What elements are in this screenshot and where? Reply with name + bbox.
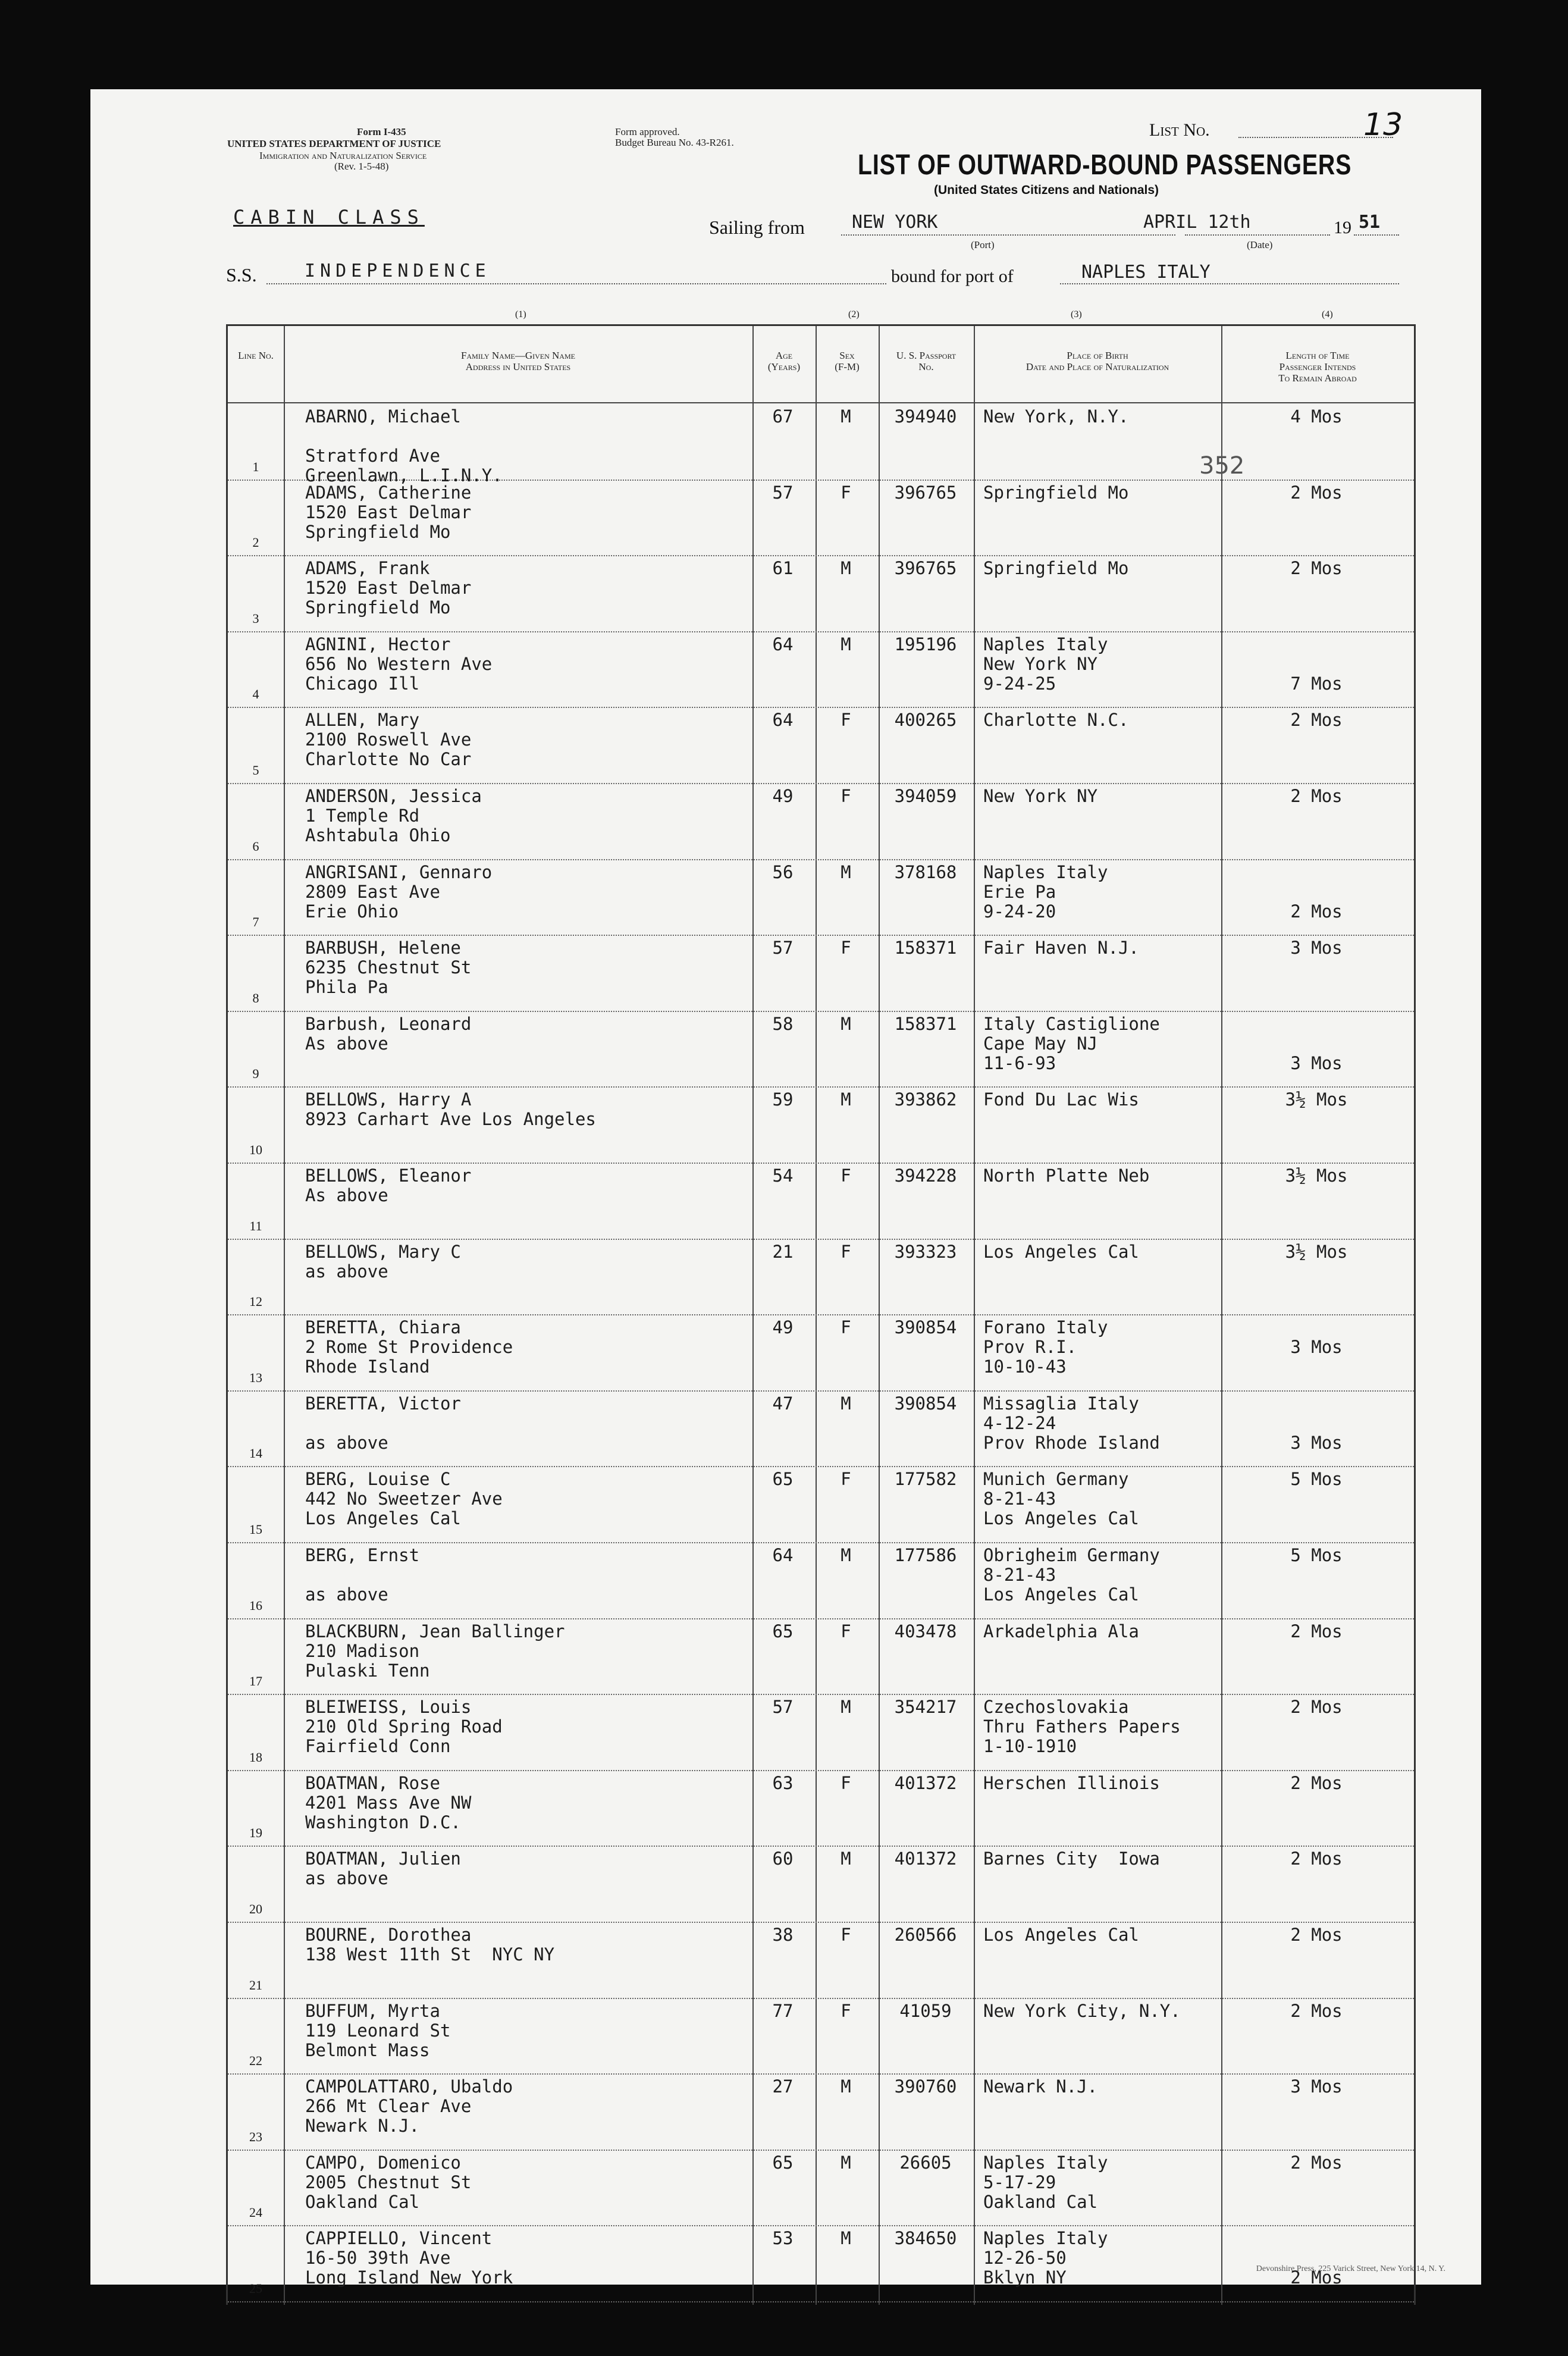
cell-name: BERG, Ernst as above [305,1545,420,1605]
cell-age: 57 [772,938,794,958]
cell-birth: Springfield Mo [983,482,1129,503]
table-row [228,1086,1414,1164]
line-number: 2 [252,535,259,550]
destination-port: NAPLES ITALY [1081,262,1211,283]
cell-length: 3 Mos [1290,1337,1343,1358]
cell-birth: Munich Germany 8-21-43 Los Angeles Cal [983,1469,1139,1529]
line-number: 21 [249,1977,262,1992]
cell-age: 57 [772,482,794,503]
cell-birth: Newark N.J. [983,2076,1098,2097]
line-number: 20 [249,1901,262,1916]
cell-passport: 177582 [894,1469,957,1490]
cell-name: ALLEN, Mary 2100 Roswell Ave Charlotte No Car [305,710,472,770]
approval-line: Form approved. [615,126,680,137]
ship-name: INDEPENDENCE [305,261,491,281]
cell-birth: Naples Italy 5-17-29 Oakland Cal [983,2152,1108,2212]
cell-age: 63 [772,1772,794,1793]
cell-age: 58 [772,1013,794,1034]
cell-passport: 403478 [894,1621,957,1641]
cell-length: 2 Mos [1290,1772,1343,1793]
cell-name: BOURNE, Dorothea 138 West 11th St NYC NY [305,1925,555,1965]
col-header-length: Length of Time Passenger Intends To Remain Abroad [1278,350,1357,384]
cell-length: 4 Mos [1290,406,1343,427]
line-number: 19 [249,1825,262,1841]
cell-length: 2 Mos [1290,2267,1343,2288]
cell-length: 3 Mos [1290,1052,1343,1073]
cell-birth: Naples Italy 12-26-50 Bklyn NY [983,2228,1108,2288]
cell-length: 3½ Mos [1285,1241,1348,1262]
cell-length: 2 Mos [1290,1925,1343,1945]
cell-name: BELLOWS, Harry A 8923 Carhart Ave Los Angeles [305,1089,596,1130]
table-row [228,707,1414,784]
passenger-list-page [90,89,1481,2296]
col-header-name: Family Name—Given Name Address in United States [461,350,575,372]
date-caption: (Date) [1247,239,1273,250]
margin-annotation: 352 [1199,452,1245,480]
cell-age: 57 [772,1697,794,1718]
cell-birth: Herschen Illinois [983,1772,1160,1793]
cell-name: BLEIWEISS, Louis 210 Old Spring Road Fairfield Conn [305,1697,503,1757]
cell-sex: M [841,1849,851,1869]
line-number: 11 [249,1218,262,1233]
line-number: 3 [252,610,259,626]
line-number: 8 [252,990,259,1005]
line-number: 22 [249,2053,262,2069]
cell-birth: Naples Italy Erie Pa 9-24-20 [983,861,1108,922]
cell-birth: Italy Castiglione Cape May NJ 11-6-93 [983,1013,1160,1073]
agency-service: Immigration and Naturalization Service [259,150,427,161]
agency-name: UNITED STATES DEPARTMENT OF JUSTICE [227,138,441,149]
ss-label: S.S. [226,264,257,286]
cell-birth: Czechoslovakia Thru Fathers Papers 1-10-1910 [983,1697,1181,1757]
cell-name: ABARNO, Michael Stratford Ave Greenlawn, L.I.N.Y. [305,406,503,485]
cell-birth: Charlotte N.C. [983,710,1129,731]
table-row [228,1542,1414,1619]
budget-bureau: Budget Bureau No. 43-R261. [615,137,734,148]
cell-birth: New York City, N.Y. [983,2000,1181,2021]
cell-sex: F [841,1621,851,1641]
cell-passport: 390854 [894,1317,957,1338]
line-number: 4 [252,687,259,702]
table-row [228,2225,1414,2302]
cell-sex: F [841,1317,851,1338]
cell-sex: F [841,1241,851,1262]
line-number: 7 [252,914,259,930]
line-number: 9 [252,1066,259,1082]
cell-sex: M [841,2228,851,2249]
cell-birth: Missaglia Italy 4-12-24 Prov Rhode Island [983,1393,1160,1453]
cell-birth: Los Angeles Cal [983,1241,1139,1262]
cell-birth: Springfield Mo [983,558,1129,579]
table-row [228,1163,1414,1240]
line-number: 13 [249,1370,262,1385]
cell-sex: F [841,786,851,806]
bound-for-label: bound for port of [888,267,1017,287]
cell-passport: 394228 [894,1166,957,1186]
cell-name: CAMPOLATTARO, Ubaldo 266 Mt Clear Ave Newark N.J. [305,2076,513,2136]
table-row [228,1922,1414,1999]
port-caption: (Port) [971,239,995,250]
year-prefix: 19 [1334,218,1351,237]
page-subtitle: (United States Citizens and Nationals) [934,183,1159,197]
cell-name: BARBUSH, Helene 6235 Chestnut St Phila Pa [305,938,472,998]
line-number: 24 [249,2205,262,2220]
table-row [228,480,1414,557]
cell-length: 2 Mos [1290,786,1343,806]
list-no-label: List No. [1149,120,1210,140]
table-row [228,1770,1414,1847]
cell-birth: Fair Haven N.J. [983,938,1139,958]
cell-length: 3 Mos [1290,938,1343,958]
table-row [228,1998,1414,2075]
cell-passport: 260566 [894,1925,957,1945]
cell-age: 77 [772,2000,794,2021]
cell-passport: 390854 [894,1393,957,1414]
cell-birth: North Platte Neb [983,1166,1150,1186]
destination-line [1060,283,1399,284]
cell-age: 47 [772,1393,794,1414]
cell-sex: M [841,1393,851,1414]
column-number-3: (3) [1071,309,1082,319]
cell-name: BERG, Louise C 442 No Sweetzer Ave Los Angeles Cal [305,1469,503,1529]
cell-length: 5 Mos [1290,1469,1343,1490]
line-number: 25 [249,2280,262,2296]
cell-age: 64 [772,634,794,654]
cell-passport: 401372 [894,1772,957,1793]
cell-sex: F [841,938,851,958]
cell-name: BOATMAN, Julien as above [305,1849,461,1889]
cell-sex: M [841,1013,851,1034]
cell-sex: F [841,1166,851,1186]
cell-age: 49 [772,1317,794,1338]
cell-age: 67 [772,406,794,427]
cell-sex: M [841,634,851,654]
cell-age: 53 [772,2228,794,2249]
line-number: 23 [249,2129,262,2144]
cell-length: 2 Mos [1290,710,1343,731]
cell-sex: M [841,2152,851,2173]
cell-length: 2 Mos [1290,1697,1343,1718]
table-row [228,783,1414,860]
cell-passport: 401372 [894,1849,957,1869]
table-row [228,935,1414,1012]
cell-length: 3½ Mos [1285,1089,1348,1110]
cell-length: 2 Mos [1290,2000,1343,2021]
cell-sex: M [841,1545,851,1565]
cell-name: BLACKBURN, Jean Ballinger 210 Madison Pulaski Tenn [305,1621,565,1681]
cell-name: BERETTA, Chiara 2 Rome St Providence Rhode Island [305,1317,513,1377]
line-number: 6 [252,838,259,854]
cell-sex: F [841,1925,851,1945]
cell-length: 2 Mos [1290,558,1343,579]
cell-sex: M [841,1697,851,1718]
cell-length: 3 Mos [1290,1432,1343,1453]
cell-age: 65 [772,1621,794,1641]
sailing-date: APRIL 12th [1143,212,1251,233]
passenger-table [226,324,1416,2305]
line-number: 5 [252,762,259,778]
cell-age: 38 [772,1925,794,1945]
cell-length: 7 Mos [1290,673,1343,694]
printer-footer: Devonshire Press, 225 Varick Street, New York 14, N. Y. [1256,2264,1445,2273]
cell-passport: 354217 [894,1697,957,1718]
cell-birth: Arkadelphia Ala [983,1621,1139,1641]
sailing-from-label: Sailing from [709,217,805,238]
cell-age: 64 [772,1545,794,1565]
year-suffix: 51 [1359,212,1381,233]
line-number: 16 [249,1597,262,1613]
year-line [1354,234,1399,236]
date-line [1185,234,1330,236]
table-row [228,1618,1414,1696]
line-number: 14 [249,1446,262,1461]
cell-age: 21 [772,1241,794,1262]
page-title: LIST OF OUTWARD-BOUND PASSENGERS [858,149,1352,181]
cell-age: 56 [772,861,794,882]
cell-birth: Barnes City Iowa [983,1849,1160,1869]
table-row [228,2150,1414,2227]
cell-passport: 158371 [894,938,957,958]
port-line [841,234,1175,236]
cell-birth: Obrigheim Germany 8-21-43 Los Angeles Cal [983,1545,1160,1605]
cell-length: 3 Mos [1290,2076,1343,2097]
col-header-line: Line No. [238,350,274,361]
list-no-value: 13 [1363,107,1403,143]
col-header-age: Age (Years) [767,350,801,372]
cell-age: 60 [772,1849,794,1869]
form-number: Form I-435 [357,126,406,137]
line-number: 1 [252,459,259,474]
cell-name: BOATMAN, Rose 4201 Mass Ave NW Washington D.C. [305,1772,472,1832]
cell-sex: F [841,1772,851,1793]
ship-line [266,283,972,284]
table-row [228,1011,1414,1088]
cell-passport: 390760 [894,2076,957,2097]
cell-name: CAMPO, Domenico 2005 Chestnut St Oakland Cal [305,2152,472,2212]
cell-age: 65 [772,2152,794,2173]
cell-sex: M [841,1089,851,1110]
cell-passport: 400265 [894,710,957,731]
cell-passport: 396765 [894,558,957,579]
cell-sex: M [841,406,851,427]
cell-passport: 158371 [894,1013,957,1034]
line-number: 18 [249,1749,262,1765]
cell-passport: 396765 [894,482,957,503]
table-row [228,1390,1414,1468]
cell-age: 54 [772,1166,794,1186]
cell-name: BELLOWS, Eleanor As above [305,1166,472,1205]
cell-sex: F [841,2000,851,2021]
column-number-4: (4) [1322,309,1333,319]
cell-age: 64 [772,710,794,731]
table-row [228,631,1414,709]
cell-birth: Los Angeles Cal [983,1925,1139,1945]
port-value: NEW YORK [852,212,938,233]
table-row [228,1846,1414,1923]
table-row [228,1466,1414,1543]
cell-passport: 393862 [894,1089,957,1110]
cell-birth: Forano Italy Prov R.I. 10-10-43 [983,1317,1108,1377]
cell-name: AGNINI, Hector 656 No Western Ave Chicago Ill [305,634,493,694]
cell-sex: F [841,482,851,503]
cell-name: ADAMS, Frank 1520 East Delmar Springfield Mo [305,558,472,618]
cell-age: 49 [772,786,794,806]
class-label: CABIN CLASS [233,206,425,228]
table-row [228,2073,1414,2151]
cell-length: 2 Mos [1290,482,1343,503]
cell-length: 5 Mos [1290,1545,1343,1565]
line-number: 12 [249,1294,262,1309]
cell-name: CAPPIELLO, Vincent 16-50 39th Ave Long Island New York [305,2228,513,2288]
column-number-2: (2) [848,309,860,319]
cell-name: ADAMS, Catherine 1520 East Delmar Springfield Mo [305,482,472,542]
cell-name: Barbush, Leonard As above [305,1013,472,1054]
line-number: 17 [249,1674,262,1689]
cell-passport: 26605 [899,2152,952,2173]
cell-birth: New York NY [983,786,1098,806]
line-number: 15 [249,1521,262,1537]
table-row [228,1694,1414,1771]
cell-age: 59 [772,1089,794,1110]
cell-passport: 394059 [894,786,957,806]
cell-age: 65 [772,1469,794,1490]
cell-birth: Naples Italy New York NY 9-24-25 [983,634,1108,694]
cell-passport: 41059 [899,2000,952,2021]
cell-birth: New York, N.Y. [983,406,1129,427]
cell-sex: F [841,710,851,731]
col-header-sex: Sex (F-M) [835,350,860,372]
cell-name: BUFFUM, Myrta 119 Leonard St Belmont Mass [305,2000,451,2060]
cell-passport: 394940 [894,406,957,427]
cell-passport: 177586 [894,1545,957,1565]
form-revision: (Rev. 1-5-48) [334,161,389,172]
table-row [228,555,1414,632]
cell-length: 2 Mos [1290,2152,1343,2173]
cell-birth: Fond Du Lac Wis [983,1089,1139,1110]
col-header-birth: Place of Birth Date and Place of Naturalization [1026,350,1169,372]
cell-age: 27 [772,2076,794,2097]
cell-passport: 384650 [894,2228,957,2249]
cell-name: ANDERSON, Jessica 1 Temple Rd Ashtabula Ohio [305,786,482,845]
cell-passport: 393323 [894,1241,957,1262]
cell-length: 2 Mos [1290,1621,1343,1641]
table-row [228,859,1414,936]
col-header-passport: U. S. Passport No. [896,350,957,372]
cell-sex: M [841,558,851,579]
column-number-1: (1) [515,309,526,319]
line-number: 10 [249,1142,262,1157]
cell-passport: 378168 [894,861,957,882]
cell-name: BELLOWS, Mary C as above [305,1241,461,1282]
table-row [228,1239,1414,1316]
cell-sex: M [841,861,851,882]
cell-length: 2 Mos [1290,901,1343,922]
cell-age: 61 [772,558,794,579]
cell-sex: M [841,2076,851,2097]
cell-length: 2 Mos [1290,1849,1343,1869]
cell-name: BERETTA, Victor as above [305,1393,461,1453]
cell-passport: 195196 [894,634,957,654]
cell-sex: F [841,1469,851,1490]
cell-name: ANGRISANI, Gennaro 2809 East Ave Erie Ohio [305,861,493,922]
cell-length: 3½ Mos [1285,1166,1348,1186]
table-row [228,1314,1414,1392]
